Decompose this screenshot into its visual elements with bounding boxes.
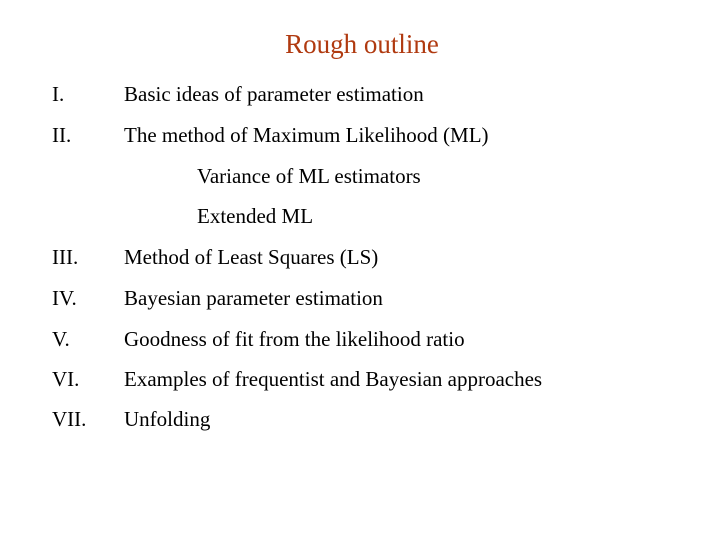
outline-item-number: VII. — [52, 407, 87, 431]
outline-item-number: II. — [52, 123, 72, 147]
outline-item-number: III. — [52, 245, 79, 269]
outline-subitem-text: Variance of ML estimators — [197, 164, 421, 188]
outline-item-text: Goodness of fit from the likelihood ratio — [124, 327, 465, 351]
outline-item-number: I. — [52, 82, 65, 106]
slide-title: Rough outline — [285, 29, 439, 59]
outline-item-text: Unfolding — [124, 407, 211, 431]
outline-item-text: Basic ideas of parameter estimation — [124, 82, 424, 106]
outline-subitem-text: Extended ML — [197, 204, 314, 228]
outline-item-number: IV. — [52, 286, 77, 310]
outline-item-number: VI. — [52, 367, 80, 391]
outline-item-text: The method of Maximum Likelihood (ML) — [124, 123, 489, 147]
outline-item-text: Method of Least Squares (LS) — [124, 245, 379, 269]
outline-item-text: Examples of frequentist and Bayesian approaches — [124, 367, 543, 391]
outline-item-text: Bayesian parameter estimation — [124, 286, 383, 310]
outline-item-number: V. — [52, 327, 70, 351]
